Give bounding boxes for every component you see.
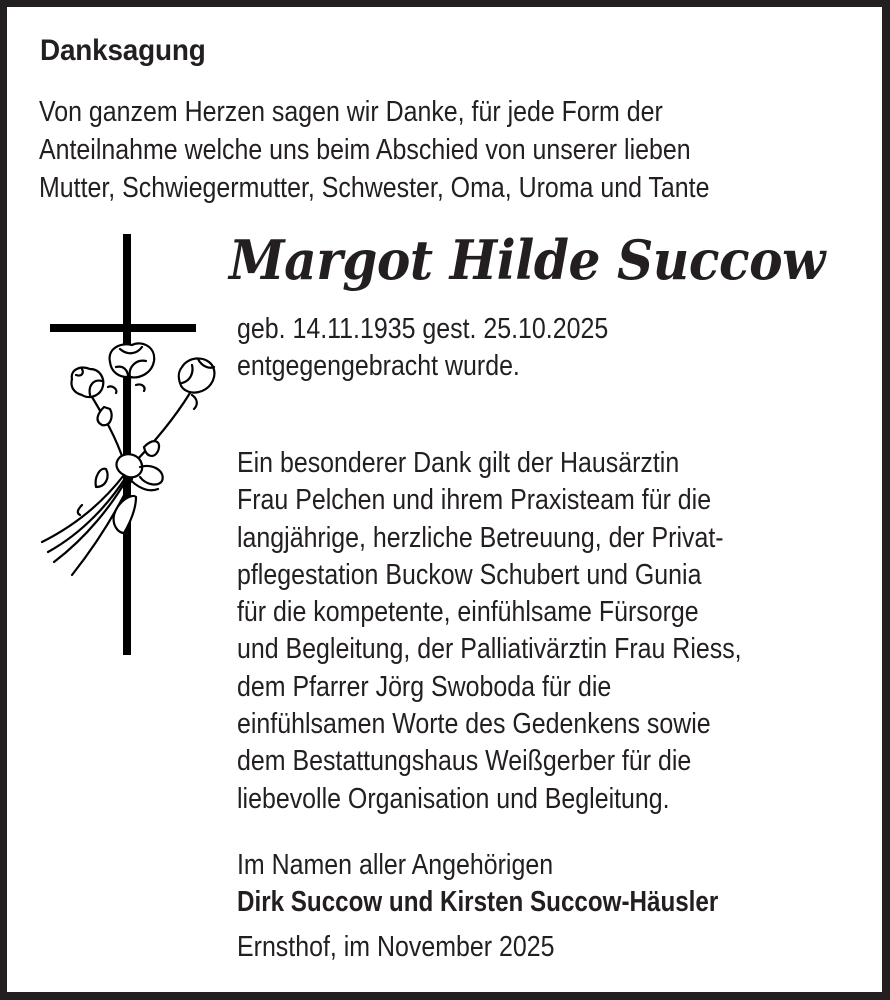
intro-line: Anteilnahme welche uns beim Abschied von unserer lieben bbox=[39, 134, 691, 166]
thanks-line: dem Pfarrer Jörg Swoboda für die bbox=[237, 670, 612, 703]
notice-heading: Danksagung bbox=[40, 34, 206, 67]
thanks-line: für die kompetente, einfühlsame Fürsorge bbox=[237, 596, 699, 629]
deceased-name: Margot Hilde Succow bbox=[229, 228, 825, 292]
dates-text bbox=[237, 311, 890, 386]
signers-names: Dirk Succow und Kirsten Succow-Häusler bbox=[237, 886, 719, 919]
place-date-block bbox=[237, 929, 890, 966]
rose-bouquet-icon bbox=[32, 337, 222, 577]
thanks-line: Frau Pelchen und ihrem Praxisteam für die bbox=[237, 484, 712, 517]
cross-bar bbox=[50, 324, 196, 332]
intro-line: Mutter, Schwiegermutter, Schwester, Oma, Uroma und Tante bbox=[39, 172, 710, 204]
thanks-line: pflegestation Buckow Schubert und Gunia bbox=[237, 558, 702, 591]
intro-text bbox=[39, 93, 813, 207]
on-behalf-text: Im Namen aller Angehörigen bbox=[237, 849, 554, 881]
thanks-line: einfühlsamen Worte des Gedenkens sowie bbox=[237, 708, 711, 741]
thanks-line: langjährige, herzliche Betreuung, der Privat- bbox=[237, 521, 724, 554]
thanks-paragraph bbox=[237, 445, 890, 818]
thanks-line: Ein besonderer Dank gilt der Hausärztin bbox=[237, 447, 680, 479]
dates-continuation: entgegengebracht wurde. bbox=[237, 350, 520, 383]
thanks-line: dem Bestattungshaus Weißgerber für die bbox=[237, 745, 692, 778]
closing-block bbox=[237, 847, 890, 922]
life-dates: geb. 14.11.1935 gest. 25.10.2025 bbox=[237, 313, 609, 345]
thanks-line: und Begleitung, der Palliativärztin Frau Riess, bbox=[237, 633, 742, 666]
thanks-line: liebevolle Organisation und Begleitung. bbox=[237, 782, 670, 815]
place-date: Ernsthof, im November 2025 bbox=[237, 931, 555, 963]
intro-line: Von ganzem Herzen sagen wir Danke, für jede Form der bbox=[39, 96, 663, 128]
